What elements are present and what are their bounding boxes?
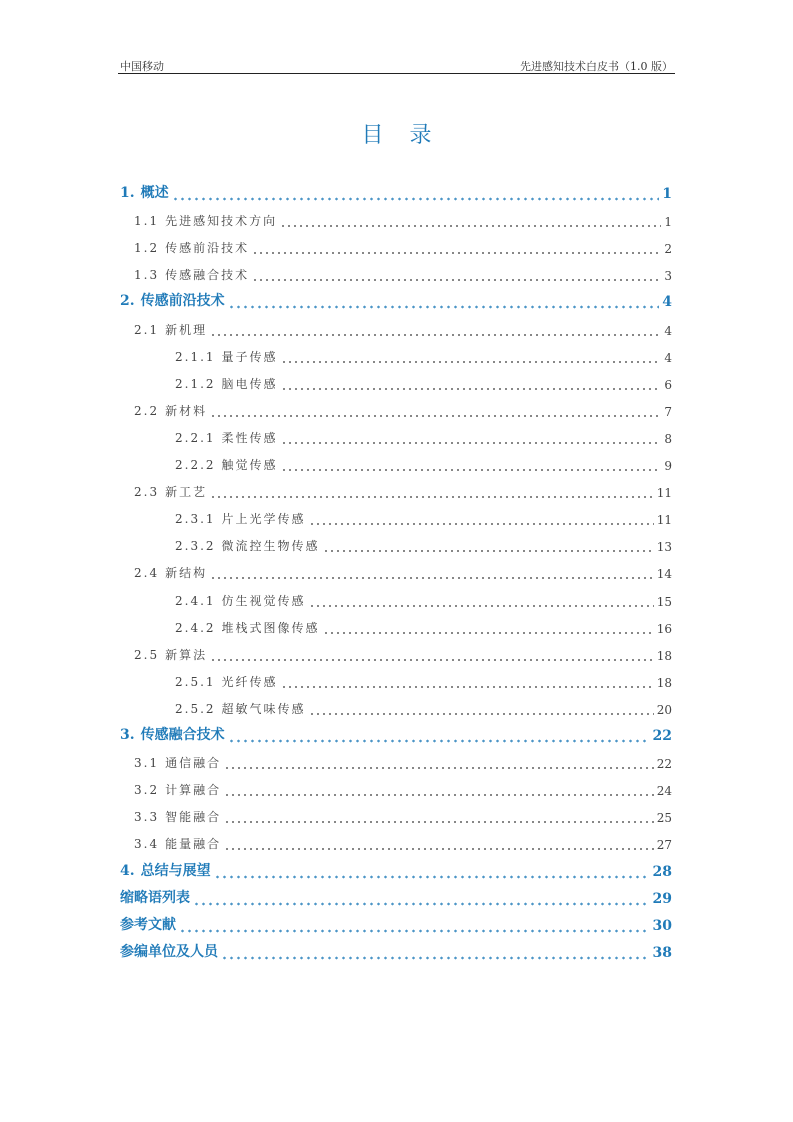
toc-entry-label: 量子传感	[221, 349, 278, 364]
toc-entry[interactable]	[120, 828, 672, 852]
toc-entry[interactable]	[120, 666, 672, 690]
toc-page-number: 20	[656, 702, 672, 717]
toc-entry-number: 3.3	[134, 810, 160, 825]
toc-entry-number: 4.	[120, 862, 135, 879]
toc-entry-title	[134, 212, 277, 229]
toc-entry-number: 3.2	[134, 783, 160, 798]
toc-dot-leader	[210, 403, 661, 419]
toc-entry[interactable]	[120, 557, 672, 581]
toc-entry[interactable]	[120, 910, 672, 934]
toc-page-number: 9	[664, 459, 672, 473]
toc-entry-number: 1.1	[134, 214, 160, 229]
toc-dot-leader	[224, 836, 654, 852]
toc-page-number: 13	[656, 540, 672, 555]
toc-dot-leader	[210, 647, 654, 663]
toc-dot-leader	[252, 240, 661, 256]
toc-entry-number: 2.5.1	[175, 674, 216, 689]
toc-entry-label: 脑电传感	[221, 376, 278, 391]
toc-entry-number: 2.5	[134, 647, 160, 662]
toc-entry-number: 1.2	[134, 241, 160, 256]
toc-page-number: 3	[664, 269, 672, 284]
toc-entry[interactable]	[120, 314, 672, 338]
toc-entry-label: 传感融合技术	[165, 268, 250, 283]
toc-entry-label: 智能融合	[165, 810, 222, 825]
toc-dot-leader	[224, 755, 654, 771]
toc-entry-number: 2.2.1	[175, 430, 216, 445]
toc-entry-label: 传感融合技术	[140, 727, 225, 743]
toc-entry-number: 3.1	[134, 756, 160, 771]
toc-page-number: 25	[656, 811, 672, 826]
toc-entry-number: 3.	[120, 727, 135, 743]
toc-entry-number: 2.3.1	[175, 512, 216, 527]
toc-entry-number: 2.2.2	[175, 458, 216, 472]
toc-page-number: 8	[664, 431, 672, 446]
toc-entry[interactable]	[120, 476, 672, 500]
toc-entry[interactable]	[120, 395, 672, 419]
toc-dot-leader	[252, 267, 661, 283]
toc-entry-title	[175, 429, 278, 446]
toc-dot-leader	[210, 322, 661, 338]
toc-entry-label: 新算法	[165, 647, 208, 662]
toc-entry[interactable]	[120, 368, 672, 392]
toc-entry-title	[134, 321, 207, 338]
toc-entry-title	[175, 456, 278, 473]
toc-entry-title	[175, 375, 278, 392]
toc-page-number: 11	[656, 513, 672, 528]
toc-page-number: 2	[664, 242, 672, 257]
toc-entry[interactable]	[120, 178, 672, 202]
toc-dot-leader	[309, 511, 654, 527]
toc-entry-label: 缩略语列表	[120, 889, 190, 906]
toc-page-number: 22	[656, 757, 672, 772]
toc-dot-leader	[323, 620, 654, 636]
toc-dot-leader	[309, 593, 654, 609]
toc-entry-number: 2.3	[134, 485, 160, 500]
toc-entry-label: 概述	[140, 185, 169, 201]
toc-page-number: 7	[664, 404, 672, 419]
toc-entry[interactable]	[120, 693, 672, 717]
toc-dot-leader	[214, 863, 650, 880]
toc-page-number: 16	[656, 621, 672, 636]
toc-entry-title	[134, 808, 221, 825]
toc-entry-label: 传感前沿技术	[140, 293, 225, 310]
toc-entry-title	[175, 510, 306, 527]
toc-entry[interactable]	[120, 639, 672, 663]
toc-entry-number: 2.3.2	[175, 539, 216, 554]
toc-entry-label: 柔性传感	[221, 430, 278, 445]
header-doc-title: 先进感知技术白皮书（1.0 版）	[520, 60, 673, 73]
toc-entry[interactable]	[120, 801, 672, 825]
toc-page-number: 30	[652, 917, 672, 934]
toc-entry[interactable]	[120, 530, 672, 554]
toc-page-number: 4	[662, 294, 672, 311]
toc-entry-label: 仿生视觉传感	[221, 593, 306, 608]
toc-entry-label: 超敏气味传感	[221, 701, 306, 716]
toc-page-number: 18	[656, 675, 672, 690]
toc-entry-number: 1.3	[134, 268, 160, 283]
toc-page-number: 4	[664, 323, 672, 338]
toc-entry-label: 堆栈式图像传感	[221, 620, 320, 635]
toc-dot-leader	[224, 782, 654, 798]
toc-entry-title	[120, 941, 218, 961]
toc-dot-leader	[309, 701, 654, 717]
toc-entry-number: 2.4.2	[175, 620, 216, 635]
toc-entry-label: 通信融合	[165, 756, 222, 771]
header-divider	[118, 73, 675, 74]
toc-page-number: 24	[656, 784, 672, 799]
toc-entry-label: 新工艺	[165, 485, 208, 500]
toc-dot-leader	[281, 376, 662, 392]
toc-entry-title	[175, 592, 306, 609]
page-title: 目录	[361, 123, 458, 148]
toc-dot-leader	[228, 727, 650, 744]
toc-dot-leader	[281, 457, 662, 473]
toc-entry-label: 总结与展望	[140, 862, 211, 879]
toc-dot-leader	[224, 809, 654, 825]
toc-entry[interactable]	[120, 422, 672, 446]
toc-entry-title	[134, 564, 207, 581]
toc-page-number: 1	[662, 186, 672, 202]
toc-dot-leader	[281, 430, 662, 446]
toc-entry[interactable]	[120, 232, 672, 256]
toc-dot-leader	[193, 890, 650, 907]
toc-dot-leader	[323, 538, 654, 554]
toc-entry-label: 片上光学传感	[221, 512, 306, 527]
toc-entry[interactable]	[120, 449, 672, 473]
toc-entry-number: 1.	[120, 185, 135, 201]
toc-entry-title	[134, 483, 207, 500]
toc-dot-leader	[281, 674, 654, 690]
toc-entry-number: 2.4.1	[175, 593, 216, 608]
toc-entry-title	[134, 781, 221, 798]
toc-dot-leader	[280, 213, 661, 229]
toc-entry-title	[175, 537, 320, 554]
toc-dot-leader	[179, 917, 650, 934]
toc-entry-number: 2.1.1	[175, 349, 216, 364]
toc-page-number: 15	[656, 594, 672, 609]
toc-entry-label: 参编单位及人员	[120, 943, 218, 960]
toc-entry[interactable]	[120, 774, 672, 798]
toc-entry-label: 计算融合	[165, 783, 222, 798]
toc-dot-leader	[172, 185, 660, 202]
toc-entry-title	[175, 673, 278, 690]
toc-page-number: 28	[652, 863, 672, 880]
toc-entry[interactable]	[120, 585, 672, 609]
toc-dot-leader	[221, 944, 650, 961]
toc-entry-label: 传感前沿技术	[165, 241, 250, 256]
toc-entry-label: 新结构	[165, 566, 208, 581]
toc-entry-title	[175, 700, 306, 717]
toc-entry-title	[120, 182, 169, 202]
toc-entry-number: 2.	[120, 293, 135, 310]
toc-entry[interactable]	[120, 205, 672, 229]
toc-page-number: 18	[656, 648, 672, 663]
toc-entry-title	[175, 348, 278, 365]
toc-entry-label: 参考文献	[120, 916, 176, 933]
toc-page-number: 38	[652, 944, 672, 961]
toc-entry-number: 2.4	[134, 566, 160, 581]
toc-entry-title	[120, 290, 225, 310]
toc-page-number: 22	[652, 728, 672, 744]
toc-entry[interactable]	[120, 259, 672, 283]
toc-page-number: 1	[664, 215, 672, 230]
toc-entry-number: 2.5.2	[175, 701, 216, 716]
toc-page-number: 11	[656, 486, 672, 501]
toc-entry[interactable]	[120, 937, 672, 961]
toc-entry-label: 新机理	[165, 322, 208, 337]
toc-entry[interactable]	[120, 341, 672, 365]
toc-entry-title	[134, 646, 207, 663]
toc-dot-leader	[210, 484, 654, 500]
header-org: 中国移动	[120, 60, 164, 73]
toc-entry-title	[175, 619, 320, 636]
toc-entry-number: 2.1	[134, 322, 160, 337]
toc-entry[interactable]	[120, 612, 672, 636]
toc-entry-title	[120, 860, 211, 880]
toc-entry[interactable]	[120, 856, 672, 880]
toc-entry-number: 2.1.2	[175, 376, 216, 391]
toc-entry[interactable]	[120, 747, 672, 771]
toc-entry-label: 先进感知技术方向	[165, 214, 278, 229]
toc-page-number: 29	[652, 890, 672, 907]
toc-entry-title	[134, 266, 249, 283]
toc-page-number: 27	[656, 838, 672, 853]
toc-entry-label: 微流控生物传感	[221, 539, 320, 554]
toc-entry-title	[120, 887, 190, 907]
toc-entry-title	[120, 724, 225, 744]
toc-page-number: 6	[664, 377, 672, 392]
toc-entry-label: 光纤传感	[221, 674, 278, 689]
toc-page-number: 14	[656, 567, 672, 582]
toc-dot-leader	[210, 565, 654, 581]
toc-entry[interactable]	[120, 286, 672, 310]
toc-entry-number: 2.2	[134, 403, 160, 418]
toc-entry-title	[134, 239, 249, 256]
toc-dot-leader	[281, 349, 662, 365]
toc-entry-label: 新材料	[165, 403, 208, 418]
page-header	[120, 56, 673, 74]
toc-entry[interactable]	[120, 503, 672, 527]
toc-entry[interactable]	[120, 720, 672, 744]
toc-entry-label: 能量融合	[165, 837, 222, 852]
toc-entry-number: 3.4	[134, 837, 160, 852]
toc-entry-title	[134, 402, 207, 419]
toc-entry-title	[134, 754, 221, 771]
toc-page-number: 4	[664, 350, 672, 365]
toc-entry[interactable]	[120, 883, 672, 907]
toc-dot-leader	[228, 293, 660, 310]
toc-entry-title	[134, 835, 221, 852]
toc-entry-label: 触觉传感	[221, 458, 278, 472]
toc-entry-title	[120, 914, 176, 934]
